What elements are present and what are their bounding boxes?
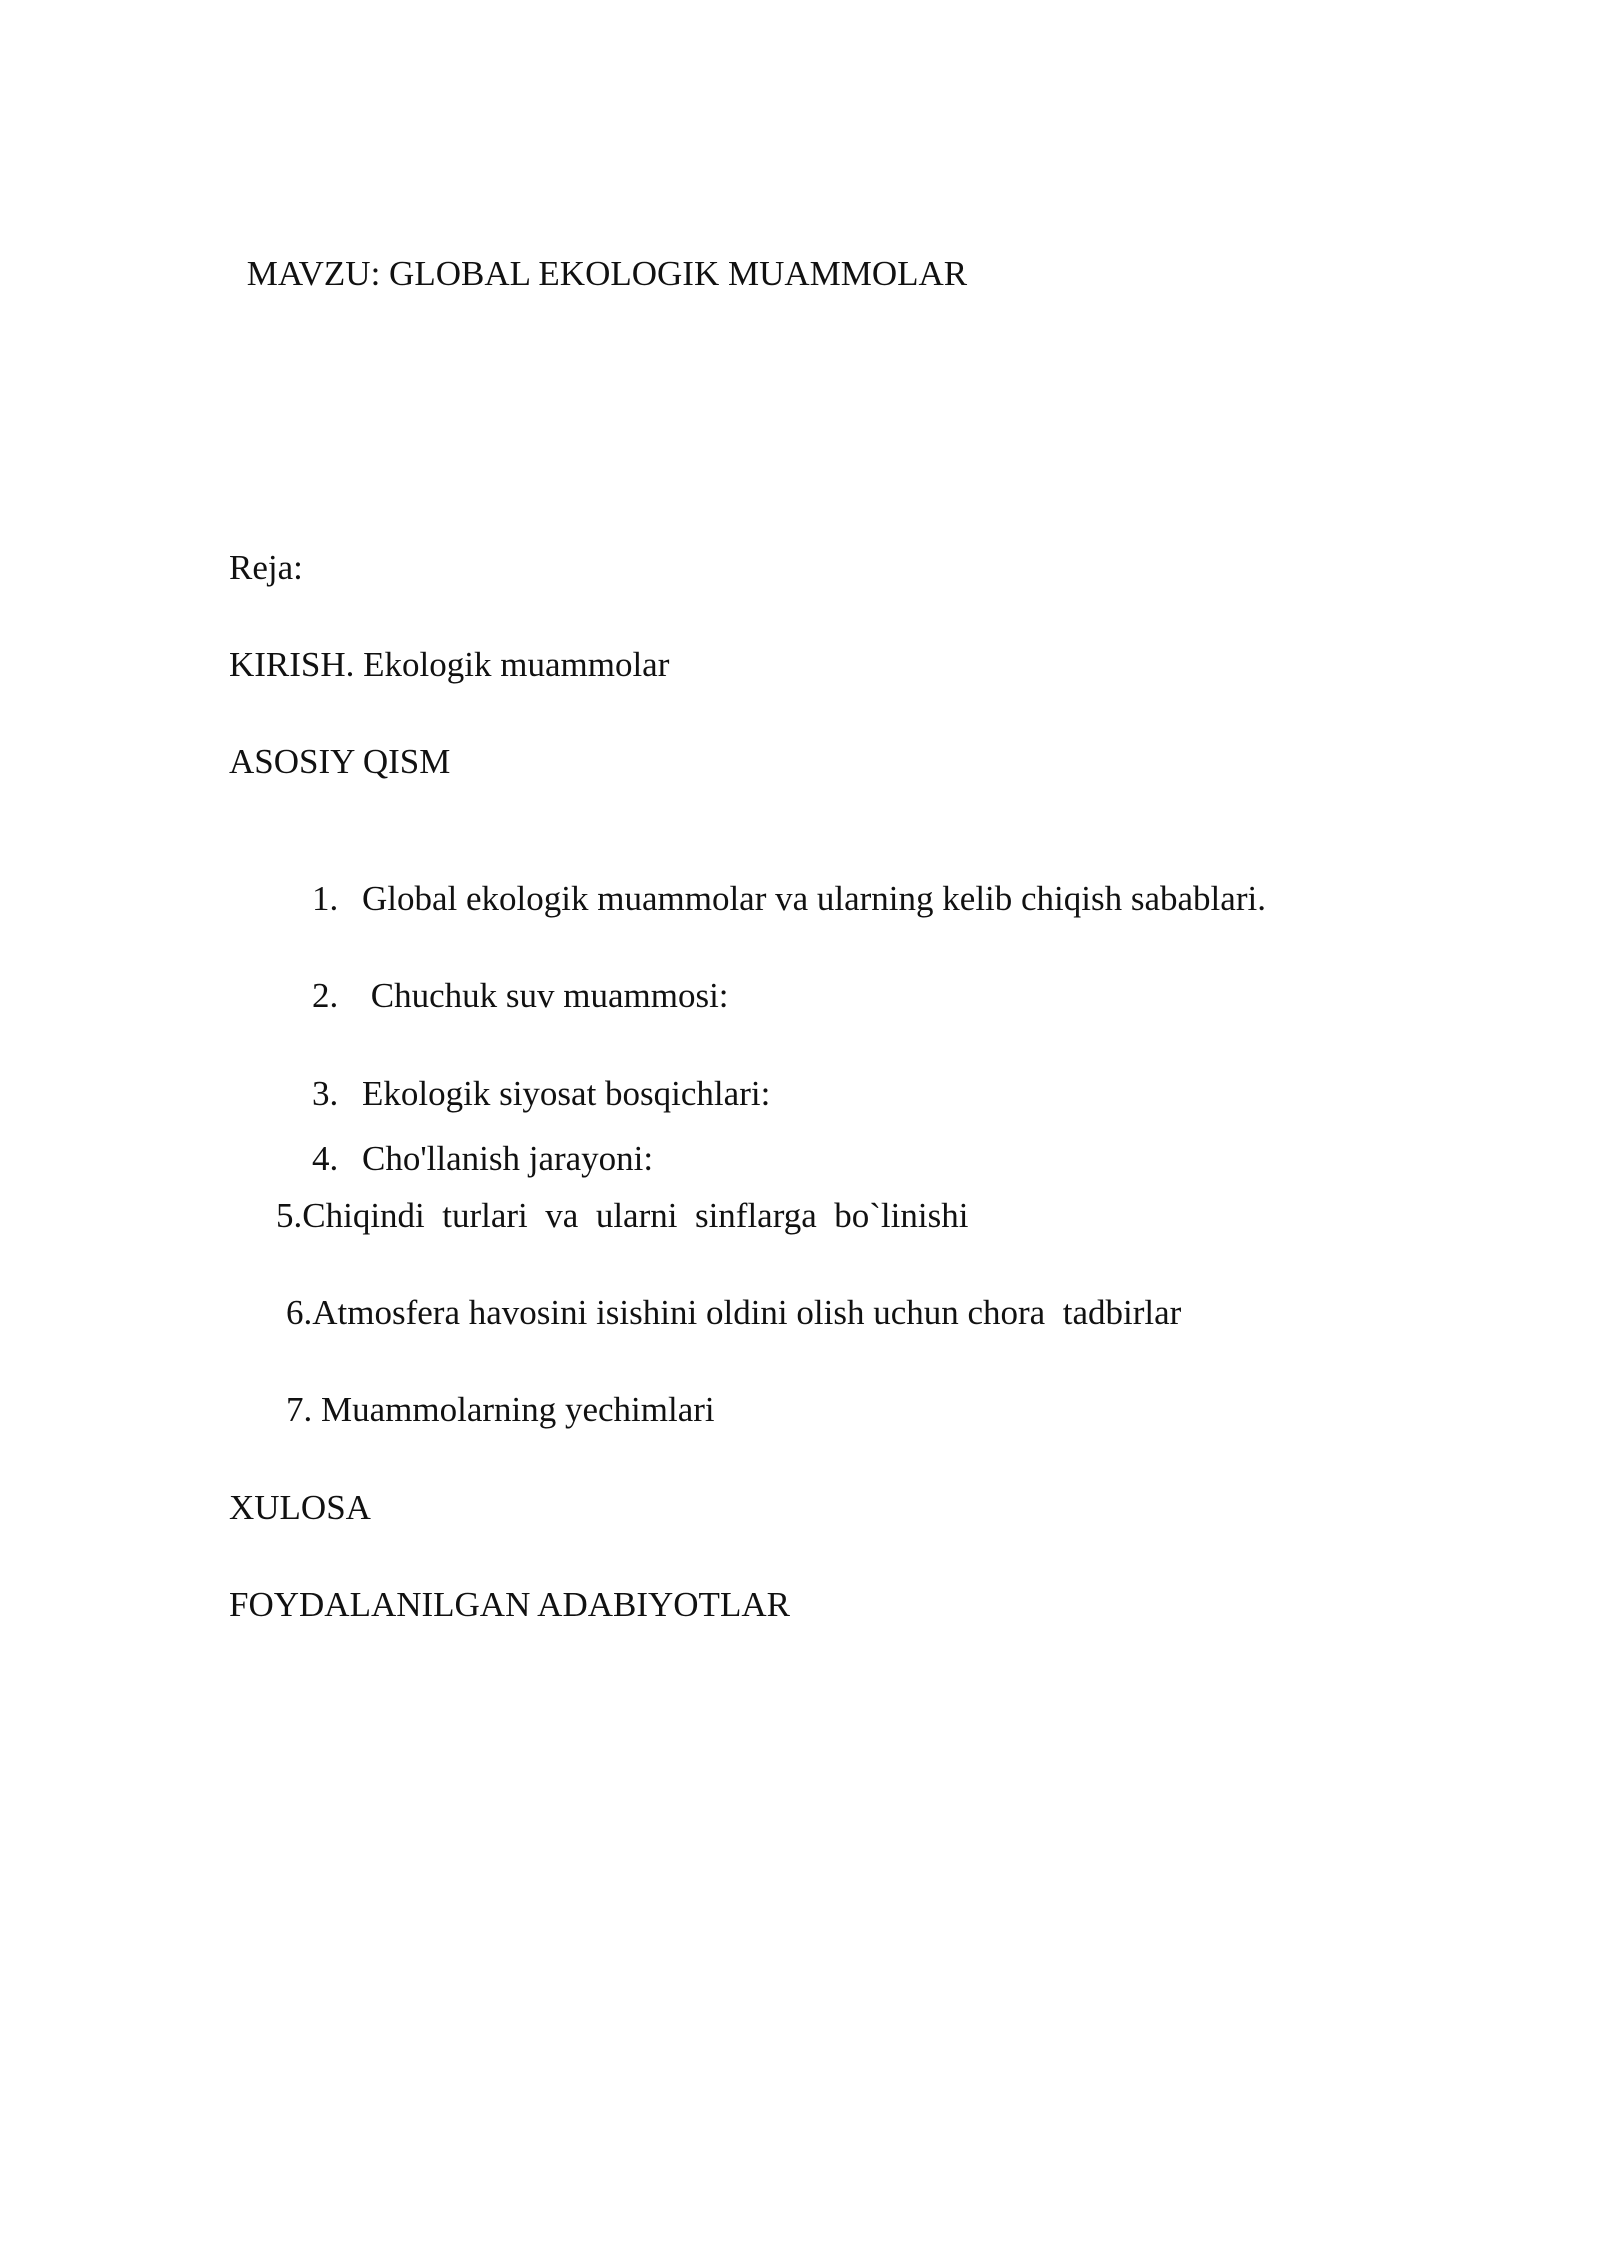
- references-heading: FOYDALANILGAN ADABIYOTLAR: [229, 1585, 790, 1624]
- plan-item-number: 2.: [312, 976, 339, 1015]
- plan-item-text: Cho'llanish jarayoni:: [362, 1139, 654, 1178]
- document-title: MAVZU: GLOBAL EKOLOGIK MUAMMOLAR: [238, 254, 968, 293]
- plan-label: Reja:: [229, 548, 303, 587]
- plan-item-text: Chuchuk suv muammosi:: [362, 976, 729, 1015]
- plan-item-text: Ekologik siyosat bosqichlari:: [362, 1074, 771, 1113]
- plan-item-7: 7. Muammolarning yechimlari: [286, 1390, 715, 1429]
- intro-heading: KIRISH. Ekologik muammolar: [229, 645, 670, 684]
- main-part-heading: ASOSIY QISM: [229, 742, 451, 781]
- plan-item-5: 5.Chiqindi turlari va ularni sinflarga bo`linishi: [276, 1196, 969, 1235]
- plan-item-6: 6.Atmosfera havosini isishini oldini olish uchun chora tadbirlar: [286, 1293, 1182, 1332]
- plan-item-number: 3.: [312, 1074, 339, 1113]
- plan-item-number: 1.: [312, 879, 339, 918]
- conclusion-heading: XULOSA: [229, 1488, 371, 1527]
- plan-item-text: Global ekologik muammolar va ularning kelib chiqish sabablari.: [362, 879, 1266, 918]
- plan-item-number: 4.: [312, 1139, 339, 1178]
